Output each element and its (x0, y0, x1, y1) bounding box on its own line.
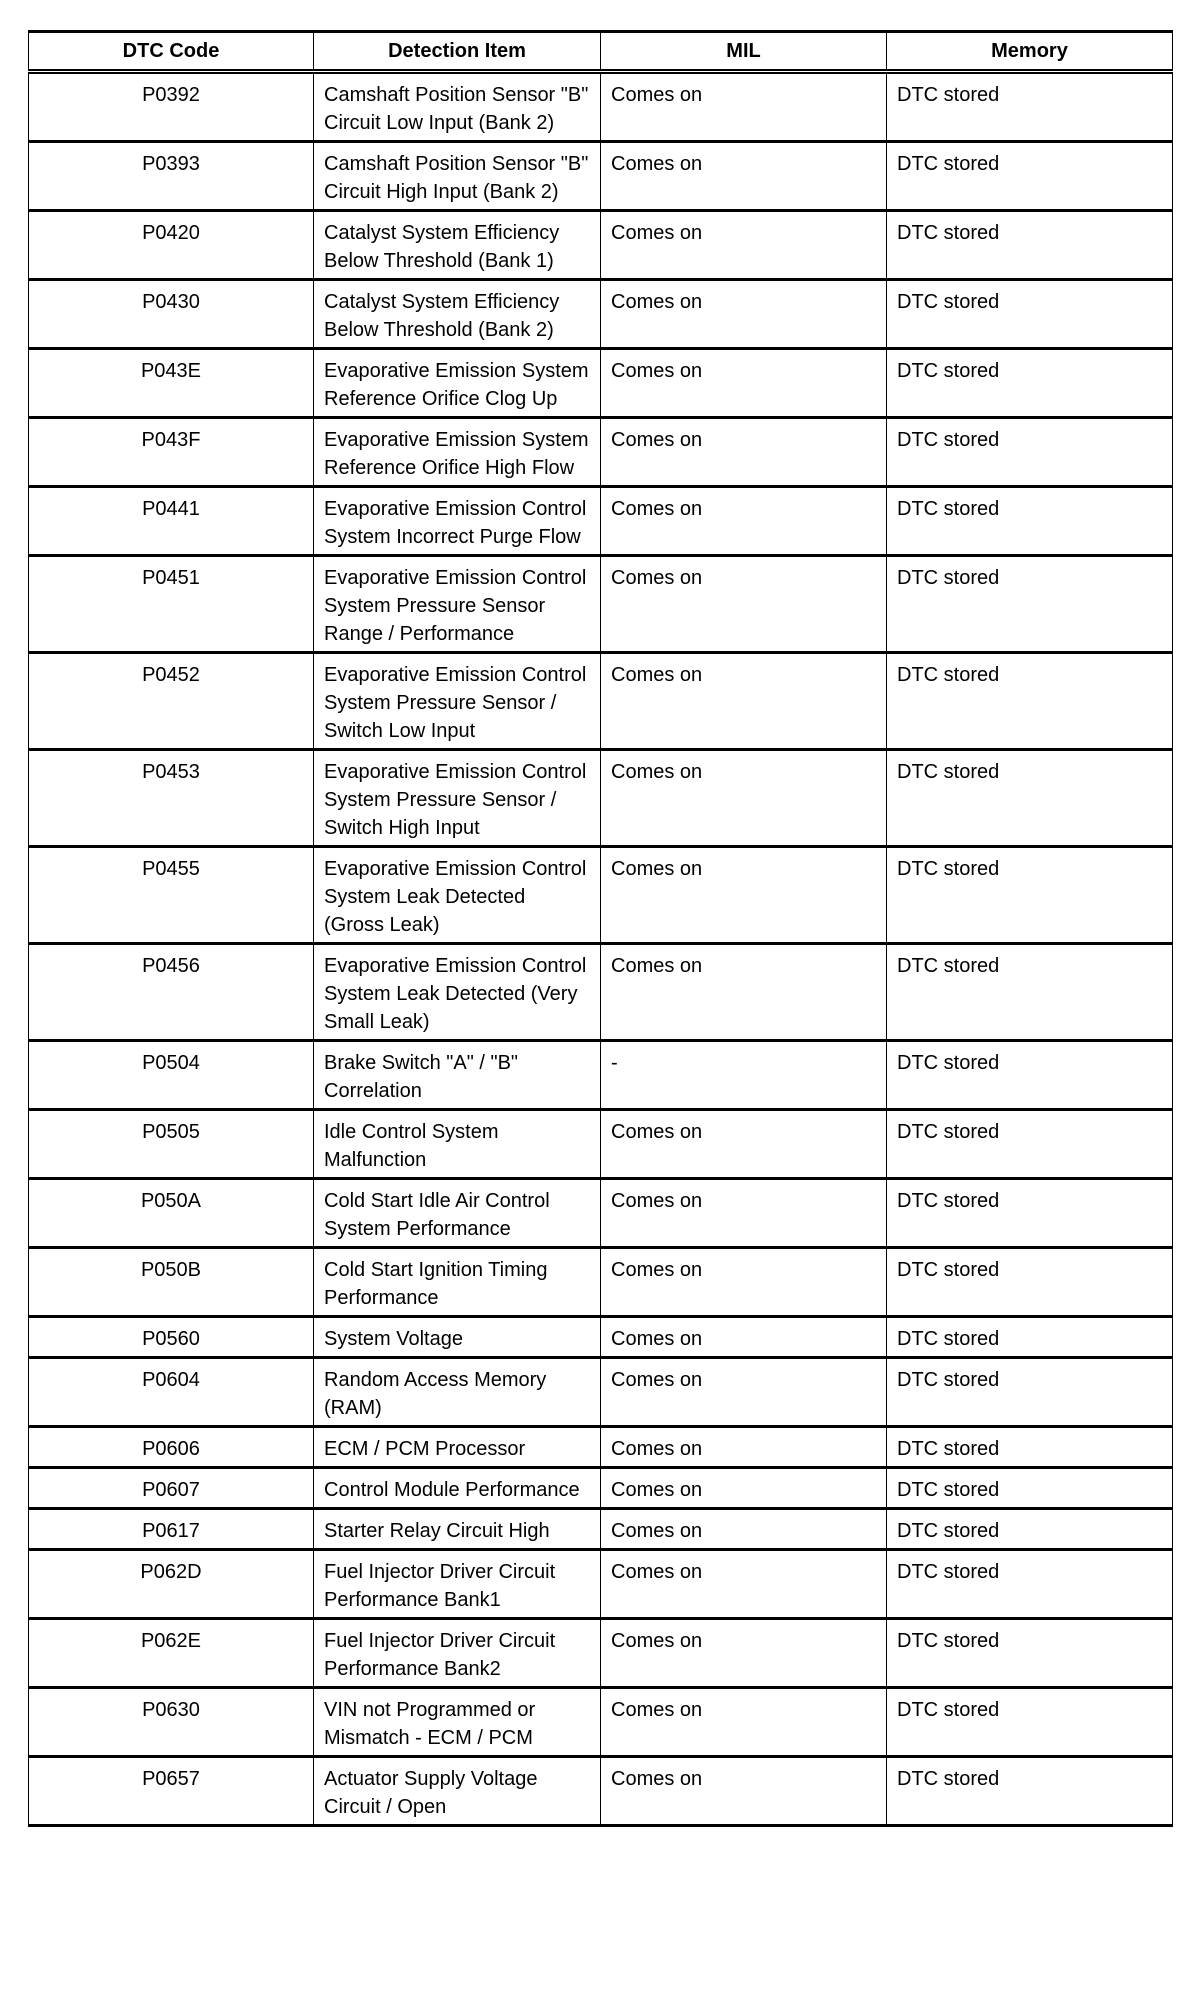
detection-item-cell: Cold Start Idle Air Control System Performance (314, 1179, 601, 1248)
table-row (29, 556, 1173, 653)
dtc-code-cell: P0455 (29, 847, 314, 944)
mil-cell: Comes on (601, 944, 887, 1041)
memory-cell: DTC stored (887, 653, 1173, 750)
table-row (29, 944, 1173, 1041)
detection-item-cell: Evaporative Emission Control System Pressure Sensor / Switch Low Input (314, 653, 601, 750)
detection-item-cell: VIN not Programmed or Mismatch - ECM / PCM (314, 1688, 601, 1757)
table-row (29, 1427, 1173, 1468)
memory-cell: DTC stored (887, 750, 1173, 847)
mil-cell: Comes on (601, 1688, 887, 1757)
mil-cell: Comes on (601, 1757, 887, 1826)
table-row (29, 1619, 1173, 1688)
detection-item-cell: Evaporative Emission Control System Incorrect Purge Flow (314, 487, 601, 556)
mil-cell: Comes on (601, 1427, 887, 1468)
mil-cell: Comes on (601, 1509, 887, 1550)
table-row (29, 1179, 1173, 1248)
table-row (29, 750, 1173, 847)
mil-cell: Comes on (601, 556, 887, 653)
memory-cell: DTC stored (887, 1358, 1173, 1427)
dtc-code-cell: P0430 (29, 280, 314, 349)
memory-cell: DTC stored (887, 211, 1173, 280)
memory-cell: DTC stored (887, 349, 1173, 418)
table-row (29, 211, 1173, 280)
detection-item-cell: Camshaft Position Sensor "B" Circuit Low Input (Bank 2) (314, 72, 601, 142)
table-row (29, 653, 1173, 750)
dtc-code-cell: P0453 (29, 750, 314, 847)
table-row (29, 1248, 1173, 1317)
table-row (29, 1358, 1173, 1427)
dtc-code-cell: P0560 (29, 1317, 314, 1358)
detection-item-cell: Evaporative Emission System Reference Orifice High Flow (314, 418, 601, 487)
dtc-code-cell: P043F (29, 418, 314, 487)
memory-cell: DTC stored (887, 1619, 1173, 1688)
dtc-code-cell: P0441 (29, 487, 314, 556)
memory-cell: DTC stored (887, 556, 1173, 653)
table-row (29, 349, 1173, 418)
dtc-code-cell: P0456 (29, 944, 314, 1041)
mil-cell: - (601, 1041, 887, 1110)
detection-item-cell: Catalyst System Efficiency Below Threshold (Bank 1) (314, 211, 601, 280)
memory-cell: DTC stored (887, 487, 1173, 556)
table-row (29, 1688, 1173, 1757)
detection-item-cell: Evaporative Emission Control System Leak Detected (Gross Leak) (314, 847, 601, 944)
detection-item-cell: ECM / PCM Processor (314, 1427, 601, 1468)
memory-cell: DTC stored (887, 280, 1173, 349)
dtc-code-cell: P0607 (29, 1468, 314, 1509)
memory-cell: DTC stored (887, 1248, 1173, 1317)
header-mil: MIL (601, 32, 887, 72)
detection-item-cell: Random Access Memory (RAM) (314, 1358, 601, 1427)
mil-cell: Comes on (601, 1248, 887, 1317)
table-row (29, 847, 1173, 944)
mil-cell: Comes on (601, 1468, 887, 1509)
table-row (29, 1110, 1173, 1179)
table-row (29, 142, 1173, 211)
detection-item-cell: Fuel Injector Driver Circuit Performance Bank1 (314, 1550, 601, 1619)
mil-cell: Comes on (601, 142, 887, 211)
mil-cell: Comes on (601, 418, 887, 487)
memory-cell: DTC stored (887, 1468, 1173, 1509)
dtc-code-cell: P0420 (29, 211, 314, 280)
table-row (29, 1509, 1173, 1550)
memory-cell: DTC stored (887, 1550, 1173, 1619)
table-row (29, 1550, 1173, 1619)
dtc-code-cell: P050A (29, 1179, 314, 1248)
dtc-code-cell: P0393 (29, 142, 314, 211)
dtc-code-cell: P0392 (29, 72, 314, 142)
dtc-code-cell: P0451 (29, 556, 314, 653)
table-row (29, 1468, 1173, 1509)
memory-cell: DTC stored (887, 1317, 1173, 1358)
dtc-code-cell: P062D (29, 1550, 314, 1619)
memory-cell: DTC stored (887, 1757, 1173, 1826)
header-dtc-code: DTC Code (29, 32, 314, 72)
memory-cell: DTC stored (887, 1688, 1173, 1757)
detection-item-cell: Camshaft Position Sensor "B" Circuit High Input (Bank 2) (314, 142, 601, 211)
mil-cell: Comes on (601, 1550, 887, 1619)
detection-item-cell: Starter Relay Circuit High (314, 1509, 601, 1550)
dtc-code-cell: P0657 (29, 1757, 314, 1826)
dtc-code-cell: P0630 (29, 1688, 314, 1757)
detection-item-cell: Fuel Injector Driver Circuit Performance Bank2 (314, 1619, 601, 1688)
memory-cell: DTC stored (887, 847, 1173, 944)
table-row (29, 72, 1173, 142)
table-row (29, 487, 1173, 556)
mil-cell: Comes on (601, 1317, 887, 1358)
mil-cell: Comes on (601, 847, 887, 944)
table-header-row (29, 32, 1173, 72)
table-row (29, 280, 1173, 349)
mil-cell: Comes on (601, 750, 887, 847)
detection-item-cell: Evaporative Emission Control System Pressure Sensor Range / Performance (314, 556, 601, 653)
dtc-code-cell: P0504 (29, 1041, 314, 1110)
detection-item-cell: Cold Start Ignition Timing Performance (314, 1248, 601, 1317)
dtc-code-cell: P043E (29, 349, 314, 418)
mil-cell: Comes on (601, 72, 887, 142)
dtc-code-cell: P0505 (29, 1110, 314, 1179)
mil-cell: Comes on (601, 1358, 887, 1427)
detection-item-cell: Evaporative Emission Control System Leak Detected (Very Small Leak) (314, 944, 601, 1041)
dtc-code-cell: P0604 (29, 1358, 314, 1427)
detection-item-cell: Brake Switch "A" / "B" Correlation (314, 1041, 601, 1110)
dtc-code-cell: P050B (29, 1248, 314, 1317)
detection-item-cell: Evaporative Emission Control System Pressure Sensor / Switch High Input (314, 750, 601, 847)
dtc-table (28, 30, 1173, 1827)
memory-cell: DTC stored (887, 1110, 1173, 1179)
memory-cell: DTC stored (887, 1179, 1173, 1248)
memory-cell: DTC stored (887, 142, 1173, 211)
detection-item-cell: Catalyst System Efficiency Below Threshold (Bank 2) (314, 280, 601, 349)
detection-item-cell: System Voltage (314, 1317, 601, 1358)
dtc-code-cell: P0452 (29, 653, 314, 750)
mil-cell: Comes on (601, 280, 887, 349)
header-detection-item: Detection Item (314, 32, 601, 72)
mil-cell: Comes on (601, 349, 887, 418)
mil-cell: Comes on (601, 1110, 887, 1179)
table-row (29, 418, 1173, 487)
detection-item-cell: Idle Control System Malfunction (314, 1110, 601, 1179)
dtc-code-cell: P0617 (29, 1509, 314, 1550)
memory-cell: DTC stored (887, 72, 1173, 142)
dtc-code-cell: P062E (29, 1619, 314, 1688)
memory-cell: DTC stored (887, 1509, 1173, 1550)
memory-cell: DTC stored (887, 418, 1173, 487)
table-row (29, 1757, 1173, 1826)
memory-cell: DTC stored (887, 1041, 1173, 1110)
mil-cell: Comes on (601, 487, 887, 556)
header-memory: Memory (887, 32, 1173, 72)
table-row (29, 1317, 1173, 1358)
table-row (29, 1041, 1173, 1110)
dtc-code-cell: P0606 (29, 1427, 314, 1468)
mil-cell: Comes on (601, 653, 887, 750)
detection-item-cell: Actuator Supply Voltage Circuit / Open (314, 1757, 601, 1826)
memory-cell: DTC stored (887, 1427, 1173, 1468)
mil-cell: Comes on (601, 1619, 887, 1688)
detection-item-cell: Evaporative Emission System Reference Orifice Clog Up (314, 349, 601, 418)
mil-cell: Comes on (601, 211, 887, 280)
detection-item-cell: Control Module Performance (314, 1468, 601, 1509)
mil-cell: Comes on (601, 1179, 887, 1248)
memory-cell: DTC stored (887, 944, 1173, 1041)
